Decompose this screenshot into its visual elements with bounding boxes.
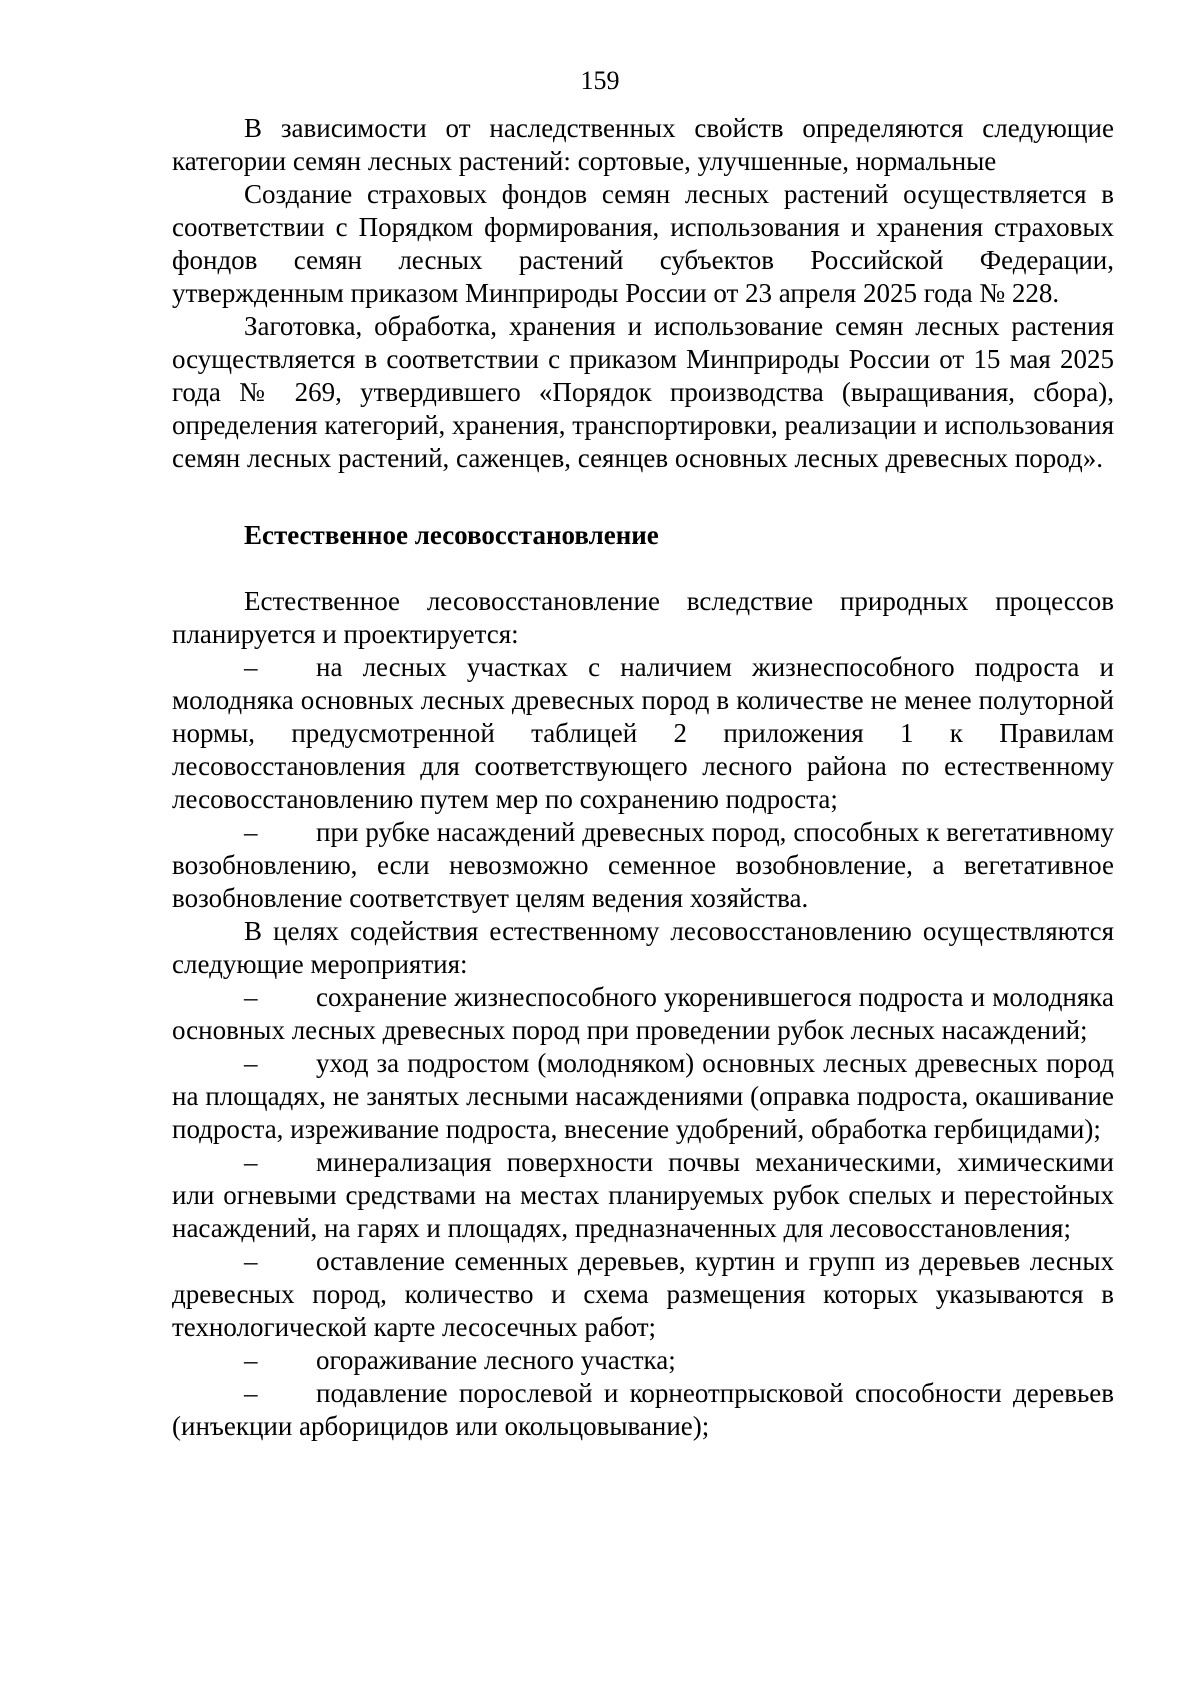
dash-bullet: – [244, 1378, 258, 1408]
page-number: 159 [580, 66, 620, 95]
dash-bullet: – [244, 982, 258, 1012]
planning-list [172, 651, 1114, 915]
paragraph-seed-categories: В зависимости от наследственных свойств определяются следующие категории семян лесных растений: сортовые, улучшенные, нормальные [172, 113, 1114, 176]
list-item-text: оставление семенных деревьев, куртин и групп из деревьев лесных древесных пород, количество и схема размещения которых указываются в технологической карте лесосечных работ; [172, 1246, 1114, 1342]
list-item [172, 1245, 1114, 1344]
section-heading: Естественное лесовосстановление [244, 520, 659, 550]
paragraph-insurance-funds: Создание страховых фондов семян лесных растений осуществляется в соответствии с Порядком формирования, использования и хранения страховых фондов семян лесных растений субъектов Российской Федерации, утвержденным приказом Минприроды России от 23 апреля 2025 года № 228. [172, 179, 1114, 308]
list-item-text: сохранение жизнеспособного укоренившегося подроста и молодняка основных лесных древесных пород при проведении рубок лесных насаждений; [172, 982, 1114, 1045]
list-item [172, 1377, 1114, 1443]
paragraph-measures-intro: В целях содействия естественному лесовосстановлению осуществляются следующие мероприятия: [172, 916, 1114, 979]
paragraph-seed-procurement: Заготовка, обработка, хранения и использование семян лесных растения осуществляется в соответствии с приказом Минприроды России от 15 мая 2025 года № 269, утвердившего «Порядок производства (выращивания, сбора), определения категорий, хранения, транспортировки, реализации и использования семян лесных растений, саженцев, сеянцев основных лесных древесных пород». [172, 311, 1114, 473]
list-item-text: минерализация поверхности почвы механическими, химическими или огневыми средствами на местах планируемых рубок спелых и перестойных насаждений, на гарях и площадях, предназначенных для лесовосстановления; [172, 1147, 1114, 1243]
dash-bullet: – [244, 1048, 258, 1078]
measures-list [172, 981, 1114, 1443]
list-item [172, 1146, 1114, 1245]
list-item-text: огораживание лесного участка; [316, 1345, 676, 1375]
dash-bullet: – [244, 652, 258, 682]
list-item-text: подавление порослевой и корнеотпрысковой способности деревьев (инъекции арборицидов или окольцовывание); [172, 1378, 1114, 1441]
paragraph-natural-regeneration-intro: Естественное лесовосстановление вследствие природных процессов планируется и проектируется: [172, 586, 1114, 649]
dash-bullet: – [244, 1246, 258, 1276]
list-item [172, 816, 1114, 915]
list-item-text: уход за подростом (молодняком) основных лесных древесных пород на площадях, не занятых лесными насаждениями (оправка подроста, окашивание подроста, изреживание подроста, внесение удобрений, обработка гербицидами); [172, 1048, 1114, 1144]
document-body [172, 112, 1114, 1443]
list-item [172, 1047, 1114, 1146]
dash-bullet: – [244, 817, 258, 847]
dash-bullet: – [244, 1147, 258, 1177]
list-item-text: на лесных участках с наличием жизнеспособного подроста и молодняка основных лесных древесных пород в количестве не менее полуторной нормы, предусмотренной таблицей 2 приложения 1 к Правилам лесовосстановления для соответствующего лесного района по естественному лесовосстановлению путем мер по сохранению подроста; [172, 652, 1114, 814]
list-item-text: при рубке насаждений древесных пород, способных к вегетативному возобновлению, если невозможно семенное возобновление, а вегетативное возобновление соответствует целям ведения хозяйства. [172, 817, 1114, 913]
list-item [172, 651, 1114, 816]
list-item [172, 981, 1114, 1047]
dash-bullet: – [244, 1345, 258, 1375]
list-item [172, 1344, 1114, 1377]
